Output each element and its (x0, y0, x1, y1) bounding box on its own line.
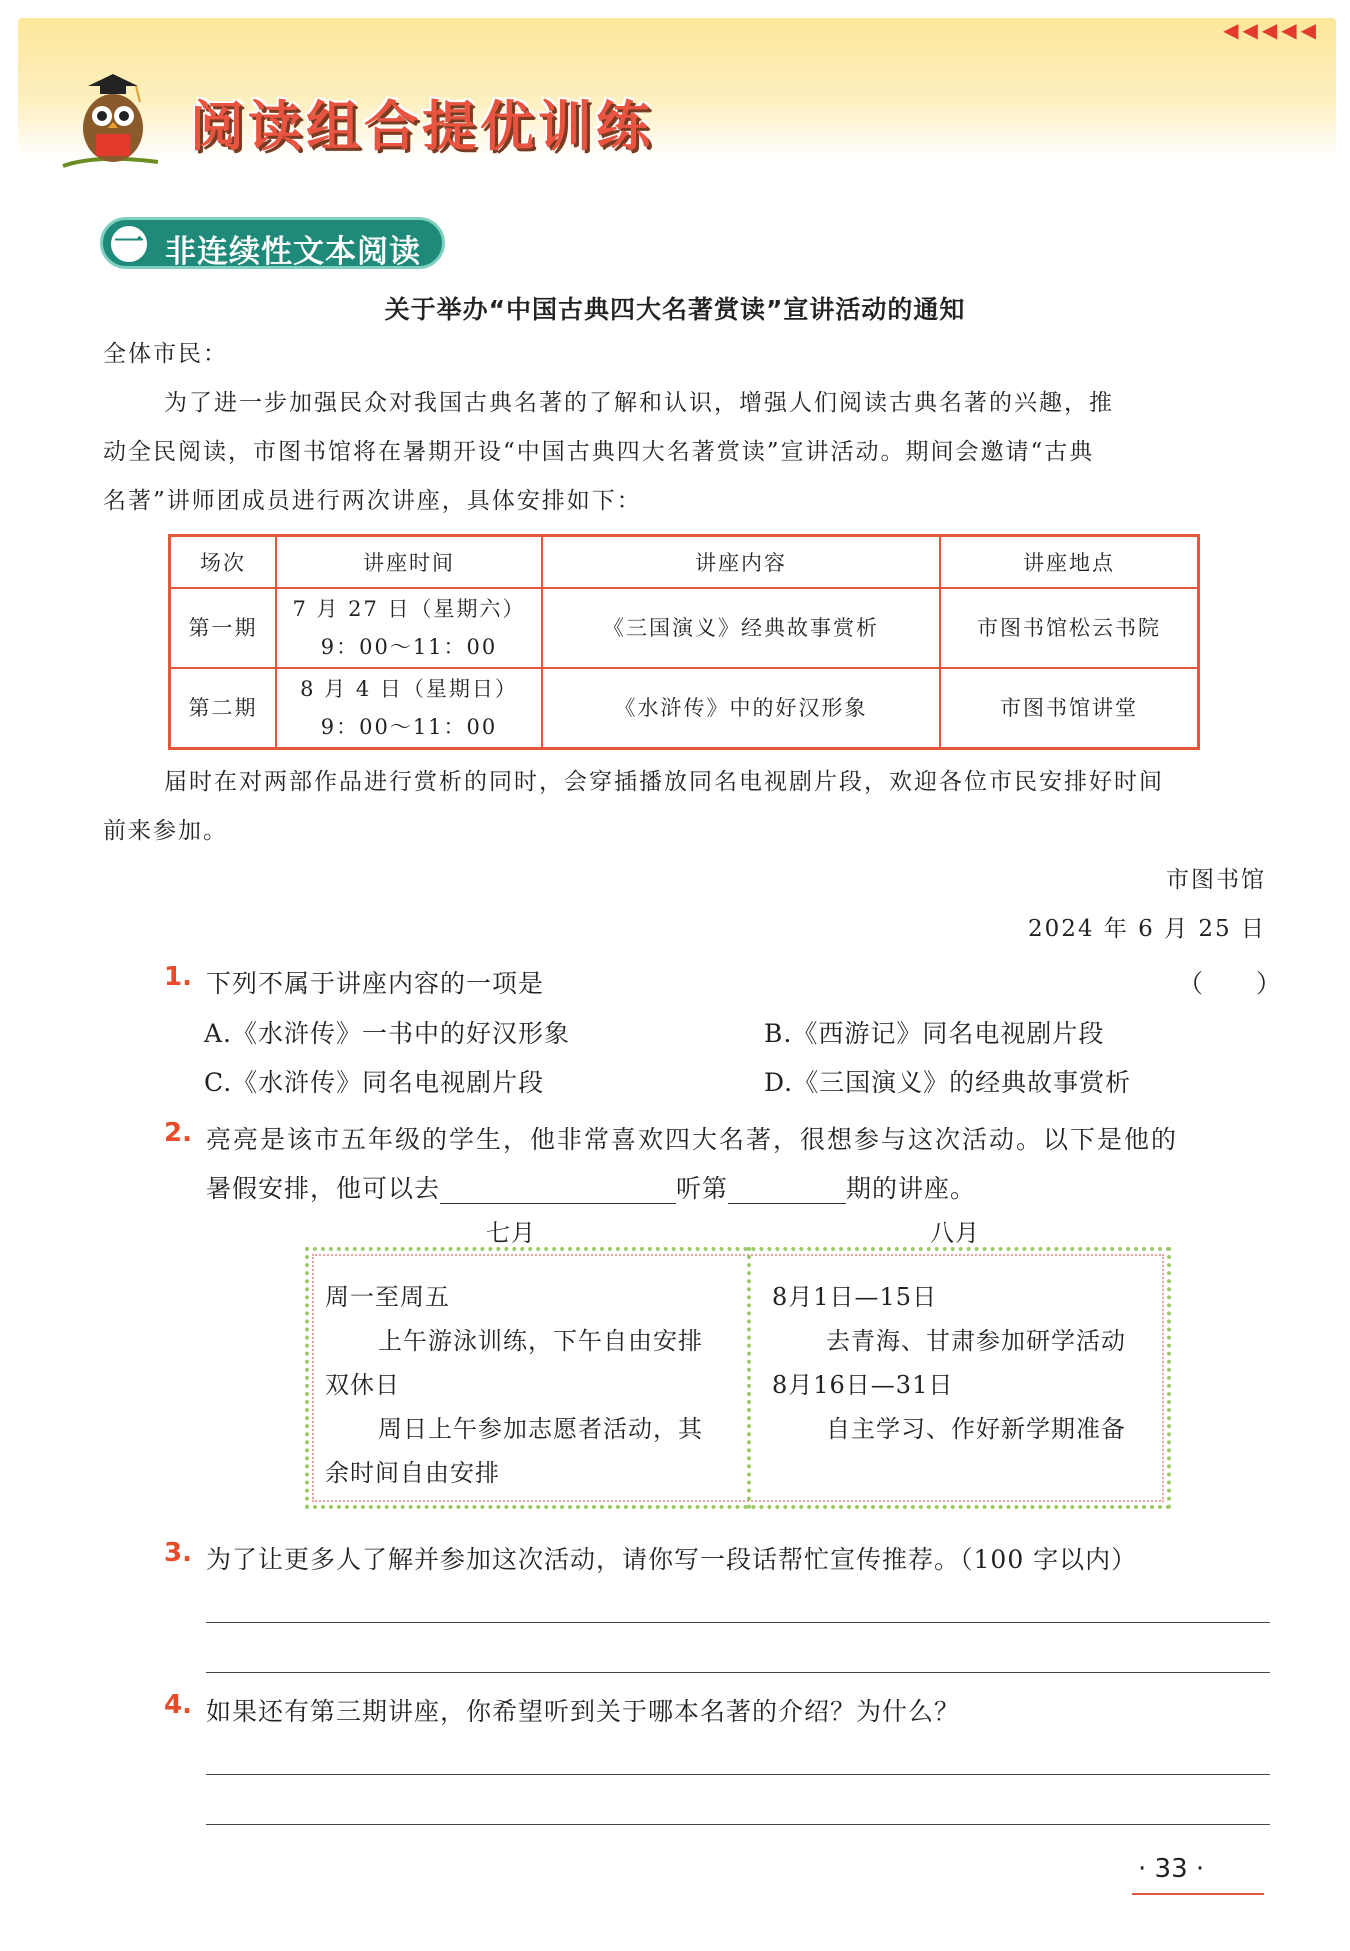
section-title: 非连续性文本阅读 (165, 234, 421, 270)
notice-para1-line2: 动全民阅读，市图书馆将在暑期开设“中国古典四大名著赏读”宣讲活动。期间会邀请“古典 (103, 439, 1095, 465)
page-number-underline (1132, 1893, 1264, 1895)
arrow-decoration: ◀◀◀◀◀ (1223, 18, 1320, 42)
calendar-august-label: 八月 (930, 1219, 980, 1247)
question-1-option-b[interactable]: B.《西游记》同名电视剧片段 (764, 1019, 1105, 1048)
table-cell-time (276, 588, 542, 668)
table-cell-time-text: 9：00～11：00 (320, 715, 498, 739)
table-row (170, 668, 1199, 749)
calendar-august-item: 8月1日—15日 (772, 1283, 938, 1311)
question-4-number: 4. (164, 1690, 192, 1720)
question-1-option-a[interactable]: A.《水浒传》一书中的好汉形象 (204, 1019, 571, 1048)
table-cell-time (276, 668, 542, 749)
notice-date: 2024 年 6 月 25 日 (1028, 916, 1266, 942)
question-4-answer-line[interactable] (206, 1824, 1270, 1825)
table-cell-session: 第二期 (170, 668, 277, 749)
calendar-july-label: 七月 (486, 1219, 536, 1247)
question-2-number: 2. (164, 1118, 192, 1148)
calendar-july-item: 周日上午参加志愿者活动，其 (378, 1415, 703, 1443)
question-4-answer-line[interactable] (206, 1774, 1270, 1775)
question-2-blank-session[interactable] (728, 1174, 846, 1204)
question-3-number: 3. (164, 1538, 192, 1568)
question-1-option-c[interactable]: C.《水浒传》同名电视剧片段 (204, 1068, 545, 1097)
table-header-cell: 讲座时间 (276, 536, 542, 589)
notice-signature: 市图书馆 (1166, 867, 1266, 893)
question-2-line1: 亮亮是该市五年级的学生，他非常喜欢四大名著，很想参与这次活动。以下是他的 (206, 1125, 1179, 1154)
question-2-line2 (206, 1169, 976, 1205)
question-1-option-d[interactable]: D.《三国演义》的经典故事赏析 (764, 1068, 1132, 1097)
section-number: 一 (109, 224, 149, 264)
notice-title: 关于举办“中国古典四大名著赏读”宣讲活动的通知 (384, 295, 966, 324)
schedule-table (168, 534, 1200, 750)
table-header-cell: 讲座地点 (940, 536, 1199, 589)
table-header-row (170, 536, 1199, 589)
notice-para2-line1: 届时在对两部作品进行赏析的同时，会穿插播放同名电视剧片段，欢迎各位市民安排好时间 (164, 769, 1164, 795)
notice-para2-line2: 前来参加。 (103, 818, 228, 844)
table-header-cell: 讲座内容 (542, 536, 940, 589)
calendar-divider (747, 1247, 751, 1509)
table-header-cell: 场次 (170, 536, 277, 589)
table-cell-date-text: 8 月 4 日（星期日） (300, 677, 518, 701)
question-3-text: 为了让更多人了解并参加这次活动，请你写一段话帮忙宣传推荐。（100 字以内） (206, 1545, 1138, 1574)
question-2-text-b: 听第 (676, 1174, 729, 1203)
calendar-august-item: 8月16日—31日 (772, 1371, 954, 1399)
page-header-title: 阅读组合提优训练 (190, 95, 654, 158)
calendar-august-item: 去青海、甘肃参加研学活动 (826, 1327, 1126, 1355)
calendar-july-item: 双休日 (325, 1371, 400, 1399)
question-2-text-c: 期的讲座。 (846, 1174, 977, 1203)
notice-para1-line3: 名著”讲师团成员进行两次讲座，具体安排如下： (103, 488, 642, 514)
table-cell-place: 市图书馆讲堂 (940, 668, 1199, 749)
table-cell-place: 市图书馆松云书院 (940, 588, 1199, 668)
calendar-august-item: 自主学习、作好新学期准备 (826, 1415, 1126, 1443)
calendar-july-item: 余时间自由安排 (325, 1459, 500, 1487)
notice-salutation: 全体市民： (103, 341, 228, 367)
question-1-number: 1. (164, 962, 192, 992)
table-cell-session: 第一期 (170, 588, 277, 668)
owl-mascot-icon (58, 66, 168, 174)
question-4-text: 如果还有第三期讲座，你希望听到关于哪本名著的介绍？为什么？ (206, 1697, 961, 1726)
question-3-answer-line[interactable] (206, 1622, 1270, 1623)
question-1-answer-paren[interactable]: （ ） (1178, 969, 1283, 998)
question-2-blank-place[interactable] (440, 1174, 676, 1204)
table-row (170, 588, 1199, 668)
calendar-july-item: 周一至周五 (325, 1283, 450, 1311)
table-cell-date-text: 7 月 27 日（星期六） (292, 597, 526, 621)
question-3-answer-line[interactable] (206, 1672, 1270, 1673)
table-cell-content: 《三国演义》经典故事赏析 (542, 588, 940, 668)
section-heading (100, 217, 445, 269)
calendar-july-item: 上午游泳训练，下午自由安排 (378, 1327, 703, 1355)
question-2-text-a: 暑假安排，他可以去 (206, 1174, 441, 1203)
question-1-text: 下列不属于讲座内容的一项是 (206, 969, 545, 998)
table-cell-time-text: 9：00～11：00 (320, 635, 498, 659)
table-cell-content: 《水浒传》中的好汉形象 (542, 668, 940, 749)
page-number: · 33 · (1138, 1854, 1205, 1884)
notice-para1-line1: 为了进一步加强民众对我国古典名著的了解和认识，增强人们阅读古典名著的兴趣，推 (164, 390, 1114, 416)
